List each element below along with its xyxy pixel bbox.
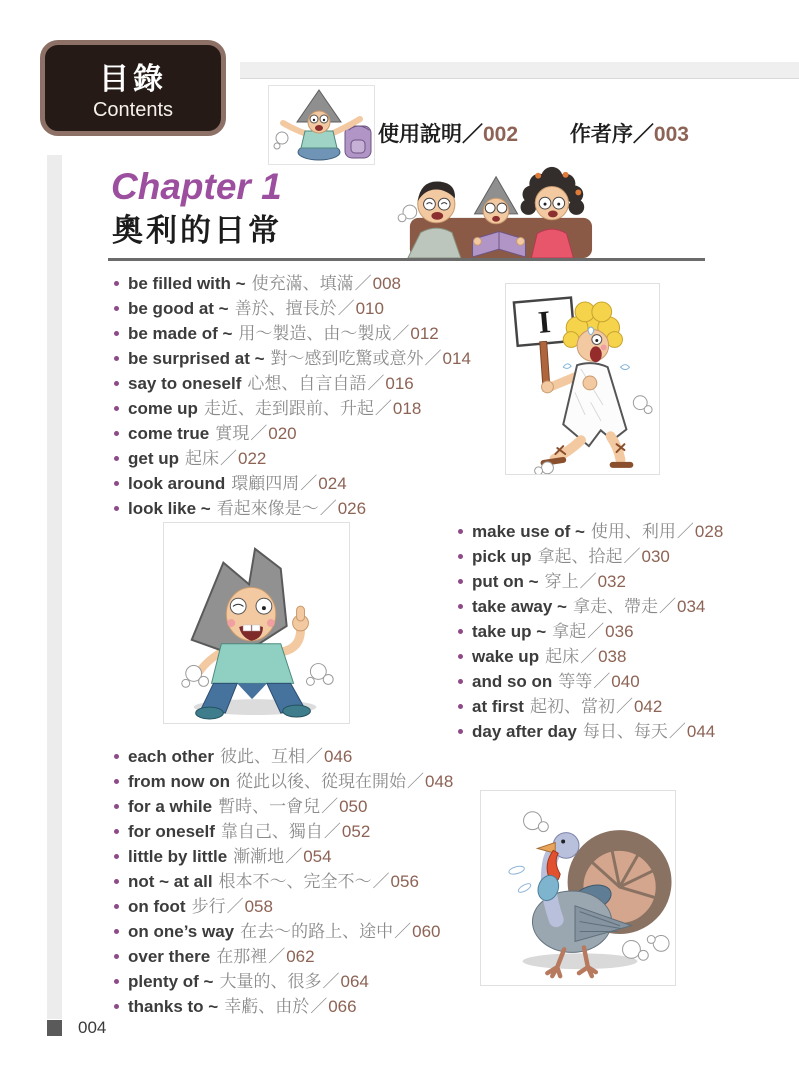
entry-page-number: 046 (323, 747, 353, 766)
entry-page-number: 060 (412, 922, 441, 941)
front-matter-separator: ／ (632, 123, 654, 146)
roman-numeral-sign-text: I (536, 304, 553, 340)
entry-page-number: 032 (597, 572, 626, 591)
entry-phrase: for oneself (128, 822, 215, 841)
entry-page-number: 008 (372, 274, 401, 293)
bullet-icon (114, 979, 119, 984)
toc-entry (114, 894, 453, 919)
toc-entry (458, 569, 723, 594)
entry-phrase: not ~ at all (128, 872, 213, 891)
front-matter-row (378, 118, 735, 148)
entry-separator: ／ (321, 797, 339, 816)
entry-phrase: be good at ~ (128, 299, 229, 318)
entry-page-number: 012 (410, 324, 439, 343)
entry-translation: 大量的、很多 (219, 972, 322, 991)
front-matter-separator: ／ (462, 123, 483, 146)
entry-translation: 靠自己、獨自 (220, 822, 323, 841)
toc-entry (458, 669, 723, 694)
entry-translation: 善於、擅長於 (234, 299, 337, 318)
bullet-icon (114, 954, 119, 959)
entry-page-number: 064 (340, 972, 369, 991)
bullet-icon (114, 879, 119, 884)
bullet-icon (458, 529, 463, 534)
bullet-icon (114, 381, 119, 386)
bullet-icon (114, 829, 119, 834)
toc-list-group3 (114, 744, 453, 1019)
entry-phrase: come up (128, 399, 198, 418)
entry-phrase: at first (472, 697, 524, 716)
entry-separator: ／ (623, 547, 641, 566)
entry-page-number: 024 (318, 474, 347, 493)
entry-translation: 實現 (215, 424, 250, 443)
toc-entry (114, 321, 471, 346)
bullet-icon (114, 506, 119, 511)
entry-phrase: little by little (128, 847, 228, 866)
bullet-icon (114, 854, 119, 859)
toc-entry (114, 471, 471, 496)
bullet-icon (458, 579, 463, 584)
entry-translation: 看起來像是～ (216, 499, 319, 518)
bullet-icon (114, 929, 119, 934)
entry-separator: ／ (220, 449, 237, 468)
entry-separator: ／ (659, 597, 676, 616)
toc-entry (114, 794, 453, 819)
chapter-divider-line (108, 258, 705, 261)
toc-title-box (40, 40, 226, 136)
toc-entry (114, 969, 453, 994)
entry-separator: ／ (372, 872, 390, 891)
entry-page-number: 038 (598, 647, 627, 666)
bullet-icon (114, 456, 119, 461)
toc-entry (114, 421, 471, 446)
toc-entry (114, 994, 453, 1019)
chapter-label: Chapter 1 (111, 166, 282, 207)
entry-translation: 每日、每天 (582, 722, 668, 741)
bullet-icon (458, 554, 463, 559)
entry-phrase: look like ~ (128, 499, 211, 518)
toc-entry (114, 271, 471, 296)
entry-phrase: plenty of ~ (128, 972, 214, 991)
entry-translation: 步行 (191, 897, 226, 916)
front-matter-entry (378, 123, 518, 146)
toc-entry (114, 944, 453, 969)
entry-translation: 心想、自言自語 (247, 374, 367, 393)
entry-separator: ／ (668, 722, 686, 741)
entry-translation: 起床 (185, 449, 219, 468)
entry-page-number: 034 (677, 597, 706, 616)
toc-entry (458, 694, 723, 719)
entry-phrase: wake up (472, 647, 540, 666)
entry-separator: ／ (424, 349, 442, 368)
bullet-icon (114, 1004, 119, 1009)
bullet-icon (458, 629, 463, 634)
toc-entry (114, 869, 453, 894)
entry-separator: ／ (676, 522, 694, 541)
entry-phrase: put on ~ (472, 572, 539, 591)
entry-phrase: over there (128, 947, 211, 966)
entry-separator: ／ (406, 772, 424, 791)
sitting-kid-illustration (268, 85, 375, 165)
bullet-icon (114, 804, 119, 809)
entry-separator: ／ (319, 499, 337, 518)
front-matter-page-number: 002 (483, 123, 519, 146)
entry-translation: 拿起 (552, 622, 587, 641)
entry-page-number: 022 (238, 449, 267, 468)
bullet-icon (114, 779, 119, 784)
bullet-icon (114, 281, 119, 286)
entry-translation: 使用、利用 (590, 522, 676, 541)
left-margin-strip (47, 155, 62, 1019)
entry-separator: ／ (579, 572, 597, 591)
entry-phrase: and so on (472, 672, 553, 691)
entry-separator: ／ (226, 897, 244, 916)
toc-entry (458, 544, 723, 569)
entry-page-number: 056 (390, 872, 419, 891)
entry-separator: ／ (310, 997, 328, 1016)
entry-separator: ／ (268, 947, 286, 966)
footer-square-marker (47, 1020, 62, 1036)
toc-list-group2 (458, 519, 723, 744)
entry-phrase: on one’s way (128, 922, 235, 941)
entry-phrase: on foot (128, 897, 186, 916)
entry-page-number: 054 (303, 847, 332, 866)
toc-entry (458, 519, 723, 544)
page-number: 004 (78, 1018, 107, 1037)
entry-separator: ／ (285, 847, 303, 866)
entry-separator: ／ (305, 747, 323, 766)
bullet-icon (114, 306, 119, 311)
entry-translation: 從此以後、從現在開始 (235, 772, 406, 791)
entry-phrase: take up ~ (472, 622, 547, 641)
bullet-icon (458, 604, 463, 609)
toc-entry (114, 346, 471, 371)
front-matter-page-number: 003 (653, 123, 689, 146)
entry-page-number: 042 (633, 697, 663, 716)
bullet-icon (114, 754, 119, 759)
entry-phrase: say to oneself (128, 374, 242, 393)
entry-page-number: 026 (337, 499, 367, 518)
turkey-illustration (480, 790, 676, 986)
entry-translation: 暫時、一會兒 (218, 797, 321, 816)
entry-phrase: make use of ~ (472, 522, 585, 541)
entry-translation: 起初、當初 (529, 697, 615, 716)
entry-page-number: 058 (244, 897, 273, 916)
toc-entry (114, 496, 471, 521)
entry-translation: 幸虧、由於 (224, 997, 310, 1016)
entry-page-number: 048 (424, 772, 454, 791)
entry-page-number: 052 (341, 822, 371, 841)
entry-phrase: be surprised at ~ (128, 349, 265, 368)
entry-page-number: 016 (385, 374, 414, 393)
toc-entry (458, 619, 723, 644)
entry-translation: 用～製造、由～製成 (238, 324, 392, 343)
bullet-icon (114, 904, 119, 909)
bullet-icon (114, 356, 119, 361)
toc-entry (114, 744, 453, 769)
entry-separator: ／ (394, 922, 412, 941)
toc-entry (458, 594, 723, 619)
entry-phrase: come true (128, 424, 210, 443)
entry-phrase: thanks to ~ (128, 997, 219, 1016)
entry-phrase: from now on (128, 772, 230, 791)
entry-page-number: 030 (641, 547, 670, 566)
bullet-icon (458, 729, 463, 734)
entry-separator: ／ (392, 324, 410, 343)
chapter-title: 奧利的日常 (112, 213, 282, 248)
family-reading-illustration (390, 163, 608, 258)
entry-page-number: 062 (286, 947, 315, 966)
bullet-icon (114, 406, 119, 411)
top-gray-bar (240, 62, 799, 79)
paper-hat-kid-illustration (163, 522, 350, 724)
toc-title-en: Contents (92, 99, 174, 121)
toc-list-group1 (114, 271, 471, 521)
entry-page-number: 066 (328, 997, 357, 1016)
entry-translation: 漸漸地 (233, 847, 285, 866)
entry-page-number: 028 (694, 522, 724, 541)
entry-phrase: get up (128, 449, 179, 468)
entry-page-number: 040 (611, 672, 640, 691)
toc-entry (114, 396, 471, 421)
entry-separator: ／ (322, 972, 340, 991)
entry-translation: 在去～的路上、途中 (240, 922, 394, 941)
entry-phrase: pick up (472, 547, 532, 566)
roman-character-illustration (505, 283, 660, 475)
bullet-icon (458, 679, 463, 684)
entry-translation: 穿上 (544, 572, 579, 591)
toc-entry (114, 844, 453, 869)
entry-translation: 環顧四周 (231, 474, 300, 493)
entry-phrase: for a while (128, 797, 213, 816)
entry-separator: ／ (367, 374, 385, 393)
entry-translation: 等等 (558, 672, 593, 691)
entry-separator: ／ (580, 647, 598, 666)
entry-separator: ／ (587, 622, 605, 641)
bullet-icon (458, 654, 463, 659)
entry-phrase: day after day (472, 722, 577, 741)
entry-phrase: look around (128, 474, 226, 493)
paper-hat-kid-drawing (164, 523, 349, 723)
front-matter-label: 作者序 (569, 123, 633, 146)
toc-entry (114, 919, 453, 944)
toc-entry (114, 769, 453, 794)
roman-character-drawing (506, 284, 659, 474)
toc-entry (458, 644, 723, 669)
bullet-icon (114, 331, 119, 336)
sitting-kid-drawing (269, 86, 374, 164)
entry-phrase: be filled with ~ (128, 274, 246, 293)
entry-separator: ／ (354, 274, 372, 293)
toc-title-zh: 目錄 (99, 63, 167, 96)
entry-translation: 對～感到吃驚或意外 (270, 349, 424, 368)
entry-separator: ／ (300, 474, 318, 493)
entry-translation: 在那裡 (216, 947, 268, 966)
entry-translation: 走近、走到跟前、升起 (203, 399, 374, 418)
entry-phrase: each other (128, 747, 214, 766)
front-matter-label: 使用說明 (378, 123, 462, 146)
toc-entry (114, 296, 471, 321)
entry-separator: ／ (593, 672, 611, 691)
entry-page-number: 044 (686, 722, 716, 741)
toc-entry (458, 719, 723, 744)
entry-separator: ／ (337, 299, 355, 318)
bullet-icon (114, 431, 119, 436)
entry-page-number: 036 (605, 622, 634, 641)
entry-translation: 起床 (545, 647, 580, 666)
toc-entry (114, 819, 453, 844)
toc-entry (114, 446, 471, 471)
entry-phrase: be made of ~ (128, 324, 233, 343)
entry-phrase: take away ~ (472, 597, 567, 616)
entry-page-number: 010 (355, 299, 384, 318)
family-reading-drawing (390, 163, 608, 258)
entry-translation: 彼此、互相 (219, 747, 305, 766)
entry-page-number: 018 (392, 399, 422, 418)
entry-page-number: 014 (442, 349, 471, 368)
entry-translation: 拿走、帶走 (573, 597, 658, 616)
entry-separator: ／ (250, 424, 268, 443)
entry-translation: 根本不～、完全不～ (218, 872, 372, 891)
toc-entry (114, 371, 471, 396)
bullet-icon (114, 481, 119, 486)
front-matter-entry (570, 123, 689, 146)
entry-page-number: 050 (339, 797, 368, 816)
entry-separator: ／ (615, 697, 633, 716)
entry-translation: 拿起、拾起 (537, 547, 623, 566)
entry-translation: 使充滿、填滿 (251, 274, 354, 293)
entry-separator: ／ (374, 399, 392, 418)
entry-page-number: 020 (268, 424, 297, 443)
turkey-drawing (481, 791, 675, 985)
bullet-icon (458, 704, 463, 709)
entry-separator: ／ (323, 822, 341, 841)
